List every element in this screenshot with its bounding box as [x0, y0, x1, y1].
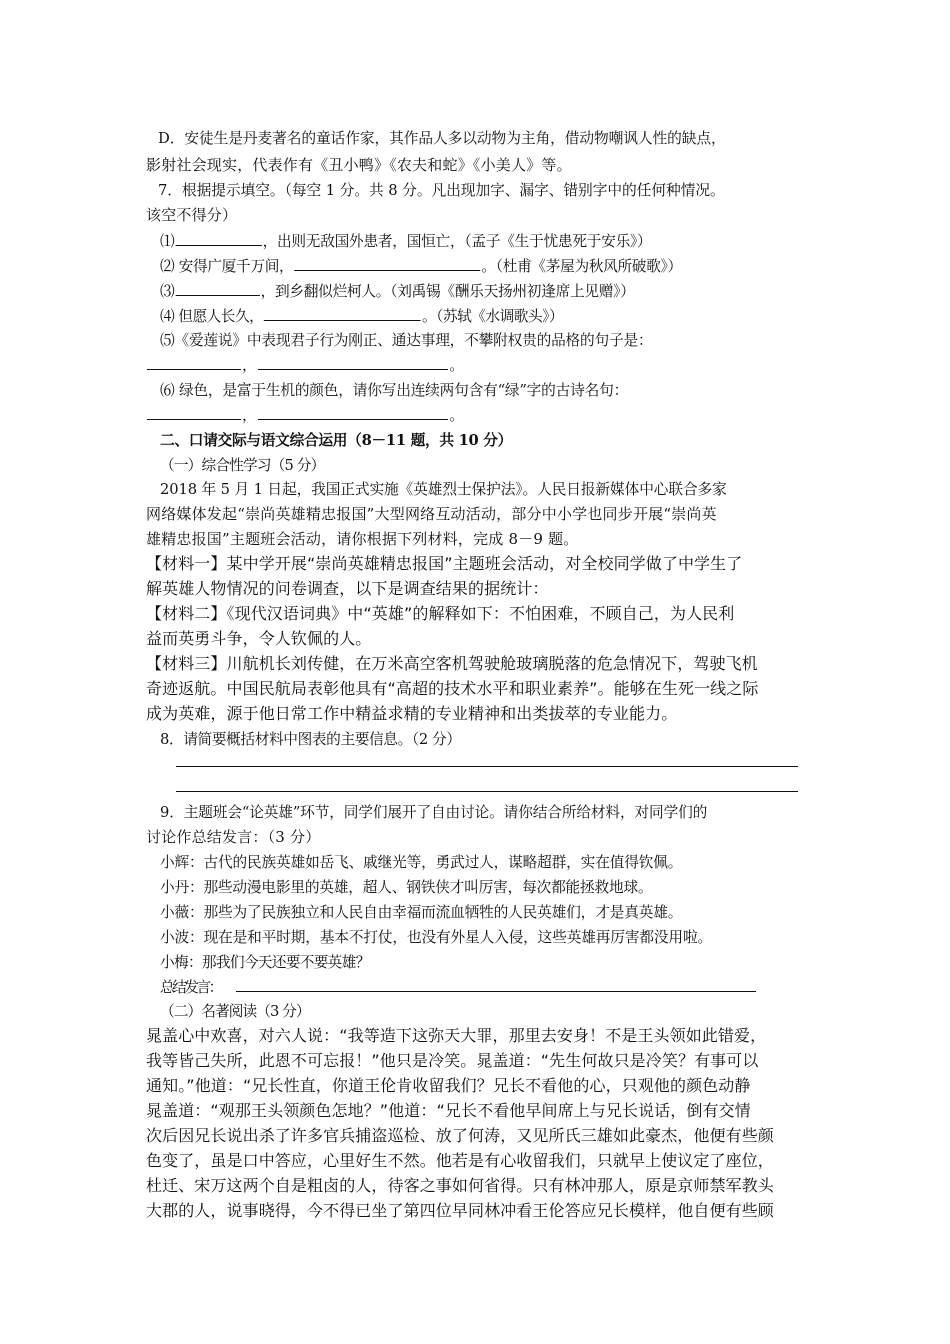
q7-item-6-blanks	[146, 402, 826, 427]
q6-option-d-line1: D．安徒生是丹麦著名的童话作家，其作品人多以动物为主角，借动物嘲讽人性的缺点，	[158, 129, 726, 147]
material-three: 【材料三】川航机长刘传健，在万米高空客机驾驶舱玻璃脱落的危急情况下，驾驶飞机	[146, 654, 758, 673]
answer-line[interactable]	[176, 766, 798, 767]
item-number: ⑴	[160, 232, 175, 250]
material-two: 【材料二】《现代汉语词典》中“英雄”的解释如下：不怕困难，不顾自己，为人民利	[146, 604, 735, 623]
q7-item-5-blanks	[146, 352, 826, 377]
item-text: 。（苏轼《水调歌头》）	[421, 307, 564, 325]
q7-stem-line2: 该空不得分）	[146, 206, 238, 224]
discussion-line: 小波：现在是和平时期，基本不打仗，也没有外星人入侵，这些英雄再厉害都没用啦。	[160, 928, 713, 946]
q7-item-4	[160, 303, 826, 328]
period: 。	[449, 356, 465, 374]
reading-passage: 次后因兄长说出杀了许多官兵捕盗巡检、放了何涛，又见所氏三雄如此豪杰，他便有些颜	[146, 1126, 774, 1145]
reading-passage: 大郡的人，说事晓得，今不得已坐了第四位早同林冲看王伦答应兄长模样，他自便有些顾	[146, 1201, 774, 1220]
question-8: 8．请简要概括材料中图表的主要信息。（2 分）	[160, 730, 461, 748]
answer-line[interactable]	[176, 791, 798, 792]
answer-blank[interactable]	[264, 303, 421, 321]
summary-answer-line[interactable]	[236, 991, 756, 992]
intro-paragraph-line: 网络媒体发起“崇尚英雄精忠报国”大型网络互动活动，部分中小学也同步开展“崇尚英	[146, 505, 717, 523]
reading-passage: 杜迁、宋万这两个自是粗卤的人，待客之事如何省得。只有林冲那人，原是京师禁军教头	[146, 1176, 774, 1195]
answer-blank[interactable]	[258, 402, 448, 420]
q7-item-1	[160, 228, 826, 253]
material-three: 奇迹返航。中国民航局表彰他具有“高超的技术水平和职业素养”。能够在生死一线之际	[146, 679, 759, 698]
q7-item-3	[160, 278, 826, 303]
item-text: ，出则无敌国外患者，国恒亡，（孟子《生于忧患死于安乐》）	[262, 232, 652, 250]
item-text: ⑷ 但愿人长久，	[160, 307, 264, 325]
question-9: 9．主题班会“论英雄”环节，同学们展开了自由讨论。请你结合所给材料，对同学们的	[160, 803, 708, 821]
reading-passage: 晁盖心中欢喜，对六人说：“我等造下这弥天大罪，那里去安身！不是王头领如此错爱，	[146, 1026, 767, 1045]
subsection-heading: （一）综合性学习（5 分）	[160, 456, 325, 474]
intro-paragraph-line: 雄精忠报国”主题班会活动，请你根据下列材料，完成 8－9 题。	[146, 530, 579, 548]
comma: ，	[242, 356, 258, 374]
discussion-line: 小丹：那些动漫电影里的英雄，超人、钢铁侠才叫厉害，每次都能拯救地球。	[160, 878, 653, 896]
answer-blank[interactable]	[175, 278, 259, 296]
q7-stem-line1: 7．根据提示填空。（每空 1 分。共 8 分。凡出现加字、漏字、错别字中的任何种情况。	[158, 181, 725, 199]
discussion-line: 小薇：那些为了民族独立和人民自由幸福而流血牺牲的人民英雄们，才是真英雄。	[160, 903, 683, 921]
reading-passage: 通知。”他道：“兄长性直，你道王伦肯收留我们？兄长不看他的心，只观他的颜色动静	[146, 1076, 751, 1095]
q7-item-2	[160, 253, 826, 278]
item-text: ⑵ 安得广厦千万间，	[160, 257, 294, 275]
answer-blank[interactable]	[175, 228, 261, 246]
answer-blank[interactable]	[294, 253, 480, 271]
material-one: 解英雄人物情况的问卷调查，以下是调查结果的据统计：	[146, 579, 549, 598]
intro-paragraph-line: 2018 年 5 月 1 日起，我国正式实施《英雄烈士保护法》。人民日报新媒体中心联合多家	[160, 480, 727, 498]
discussion-line: 小辉：古代的民族英雄如岳飞、戚继光等，勇武过人，谋略超群，实在值得钦佩。	[160, 853, 683, 871]
discussion-line: 小梅：那我们今天还要不要英雄？	[160, 953, 370, 971]
subsection-heading: （二）名著阅读（3 分）	[160, 1002, 310, 1020]
reading-passage: 晁盖道：“观那王头领颜色怎地？”他道：“兄长不看他早间席上与兄长说话，倒有交情	[146, 1101, 751, 1120]
comma: ，	[242, 406, 258, 424]
reading-passage: 我等皆己失所，此恩不可忘报！”他只是冷笑。晁盖道：“先生何故只是冷笑？有事可以	[146, 1051, 759, 1070]
answer-blank[interactable]	[147, 352, 241, 370]
item-number: ⑶	[160, 282, 175, 300]
reading-passage: 色变了，虽是口中答应，心里好生不然。他若是有心收留我们，只就早上使议定了座位，	[146, 1151, 774, 1170]
question-9: 讨论作总结发言：（3 分）	[146, 828, 321, 846]
item-text: 。（杜甫《茅屋为秋风所破歌》）	[481, 257, 682, 275]
answer-blank[interactable]	[147, 402, 241, 420]
item-text: ，到乡翻似烂柯人。（刘禹锡《酬乐天扬州初逢席上见赠》）	[260, 282, 635, 300]
q7-item-5: ⑸《爱莲说》中表现君子行为刚正、通达事理，不攀附权贵的品格的句子是：	[160, 331, 653, 349]
material-one: 【材料一】某中学开展“崇尚英雄精忠报国”主题班会活动，对全校同学做了中学生了	[146, 554, 743, 573]
material-two: 益而英勇斗争，令人钦佩的人。	[146, 629, 372, 648]
material-three: 成为英难，源于他日常工作中精益求精的专业精神和出类拔萃的专业能力。	[146, 704, 678, 723]
answer-blank[interactable]	[258, 352, 448, 370]
section-heading: 二、口请交际与语文综合运用（8－11 题，共 10 分）	[160, 431, 513, 449]
q6-option-d-line2: 影射社会现实，代表作有《丑小鸭》《农夫和蛇》《小美人》等。	[146, 156, 572, 174]
q7-item-6: ⑹ 绿色，是富于生机的颜色，请你写出连续两句含有“绿”字的古诗名句：	[160, 381, 629, 399]
summary-label: 总结发言：	[160, 978, 221, 996]
period: 。	[449, 406, 465, 424]
